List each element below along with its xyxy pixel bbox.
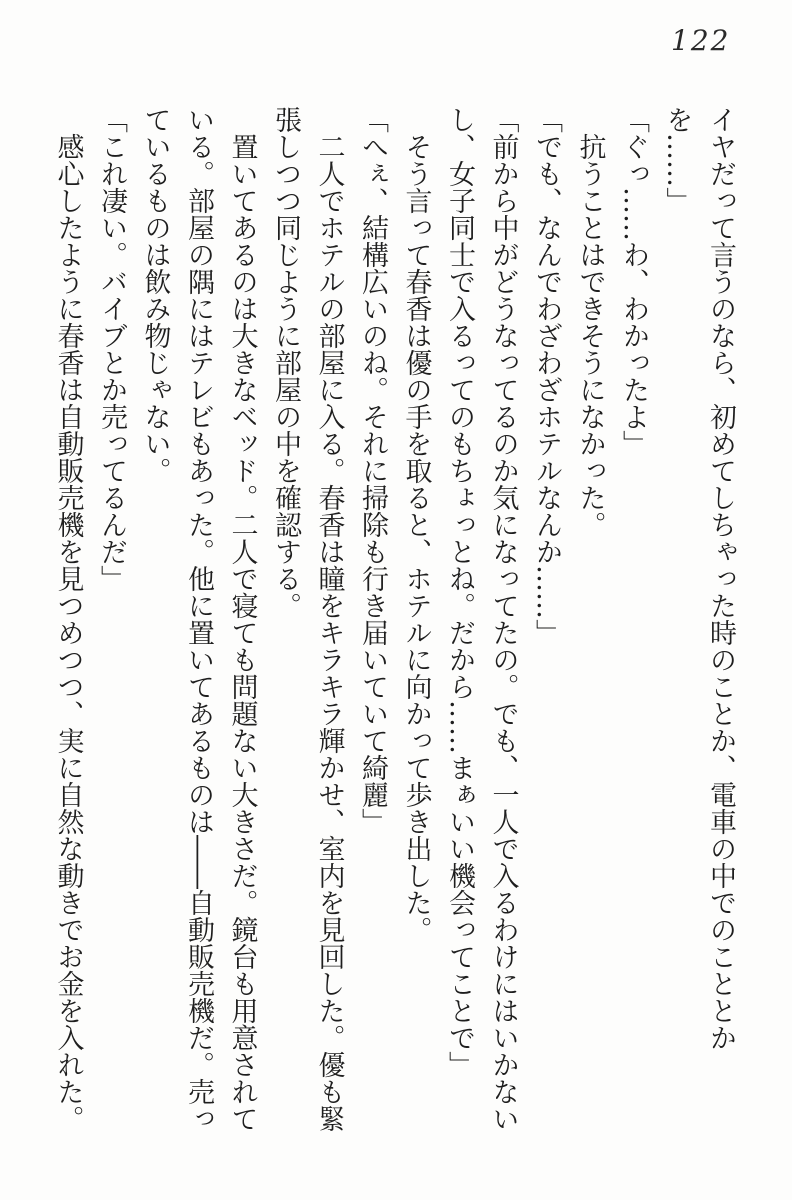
paragraph: 「へぇ、結構広いのね。それに掃除も行き届いていて綺麗」: [357, 106, 388, 835]
paragraph: そう言って春香は優の手を取ると、ホテルに向かって歩き出した。: [400, 133, 432, 943]
paragraph: イヤだって言うのなら、初めてしちゃった時のことか、電車の中でのこととかを……」: [661, 106, 736, 1051]
paragraph: 抗うことはできそうになかった。: [574, 133, 606, 538]
paragraph: 「でも、なんでわざわざホテルなんか……」: [531, 106, 562, 646]
paragraph: 「前から中がどうなってるのか気になってたの。でも、一人で入るわけにはいかないし、女子同士で入るってのもちょっとね。だから……まぁいい機会ってことで」: [444, 106, 519, 1132]
page-number: 122: [671, 24, 731, 57]
body-text: [46, 106, 742, 1138]
paragraph: 二人でホテルの部屋に入る。春香は瞳をキラキラ輝かせ、室内を見回した。優も緊張しつつ同じように部屋の中を確認する。: [270, 106, 345, 1132]
paragraph: 「ぐっ……わ、わかったよ」: [618, 106, 649, 457]
paragraph: 感心したように春香は自動販売機を見つめつつ、実に自然な動きでお金を入れた。: [52, 133, 84, 1132]
paragraph: 置いてあるのは大きなベッド。二人で寝ても問題ない大きさだ。鏡台も用意されている。部屋の隅にはテレビもあった。他に置いてあるものは――自動販売機だ。売っているものは飲み物じゃない。: [139, 106, 258, 1132]
paragraph: 「これ凄い。バイブとか売ってるんだ」: [96, 106, 127, 592]
